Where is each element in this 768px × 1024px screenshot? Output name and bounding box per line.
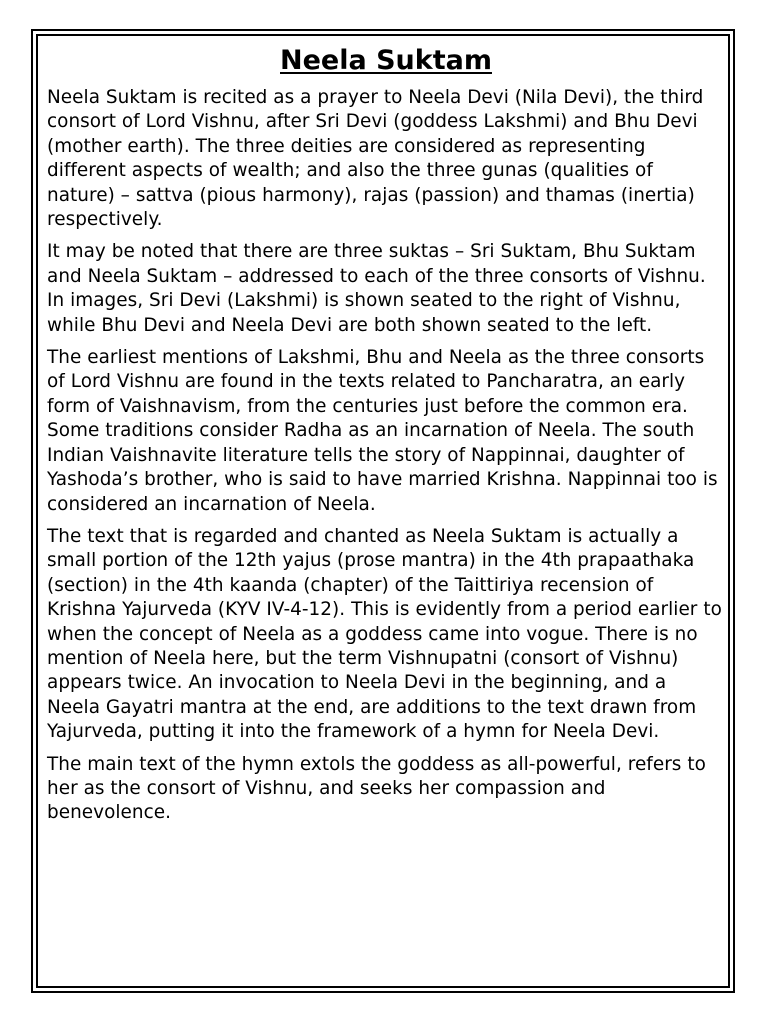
paragraph-intro: Neela Suktam is recited as a prayer to Neela Devi (Nila Devi), the third consort of Lord Vishnu, after Sri Devi (goddess Lakshmi) and Bhu Devi (mother earth). The three deities are considered as representing different aspects of wealth; and also the three gunas (qualities of nature) – sattva (pious harmony), rajas (passion) and thamas (inertia) respectively. (47, 87, 704, 231)
document-body (47, 42, 725, 834)
paragraph-earliest-mentions: The earliest mentions of Lakshmi, Bhu and Neela as the three consorts of Lord Vishnu are found in the texts related to Pancharatra, an early form of Vaishnavism, from the centuries just before the common era. Some traditions consider Radha as an incarnation of Neela. The south Indian Vaishnavite literature tells the story of Nappinnai, daughter of Yashoda’s brother, who is said to have married Krishna. Nappinnai too is considered an incarnation of Neela. (47, 347, 718, 515)
page-title: Neela Suktam (280, 45, 492, 76)
paragraph-three-suktas: It may be noted that there are three suktas – Sri Suktam, Bhu Suktam and Neela Suktam – addressed to each of the three consorts of Vishnu. In images, Sri Devi (Lakshmi) is shown seated to the right of Vishnu, while Bhu Devi and Neela Devi are both shown seated to the left. (47, 241, 706, 336)
paragraph-text-origin: The text that is regarded and chanted as Neela Suktam is actually a small portion of the 12th yajus (prose mantra) in the 4th prapaathaka (section) in the 4th kaanda (chapter) of the Taittiriya recension of Krishna Yajurveda (KYV IV-4-12). This is evidently from a period earlier to when the concept of Neela as a goddess came into vogue. There is no mention of Neela here, but the term Vishnupatni (consort of Vishnu) appears twice. An invocation to Neela Devi in the beginning, and a Neela Gayatri mantra at the end, are additions to the text drawn from Yajurveda, putting it into the framework of a hymn for Neela Devi. (47, 525, 722, 743)
paragraph-hymn-summary: The main text of the hymn extols the goddess as all-powerful, refers to her as the consort of Vishnu, and seeks her compassion and benevolence. (47, 753, 706, 824)
